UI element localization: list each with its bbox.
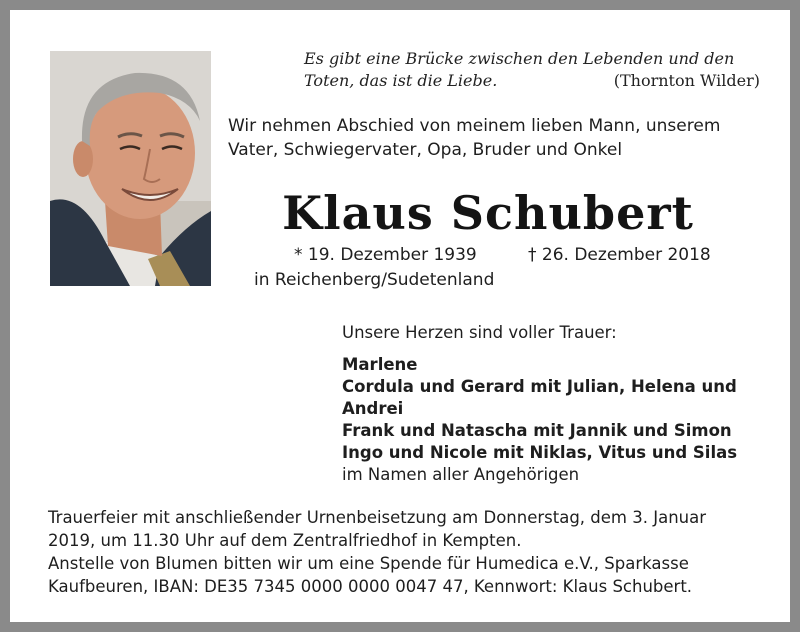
mourner-name: Marlene	[342, 355, 418, 374]
mourner-name: Andrei	[342, 399, 404, 418]
mourner-names	[342, 354, 772, 464]
intro-line-1: Wir nehmen Abschied von meinem lieben Mann, unserem	[228, 116, 721, 136]
mourner-name: Ingo und Nicole mit Niklas, Vitus und Silas	[342, 443, 738, 462]
footer-line-2: 2019, um 11.30 Uhr auf dem Zentralfriedhof in Kempten.	[48, 531, 522, 550]
quote-author: (Thornton Wilder)	[613, 71, 760, 90]
footer-line-4: Kaufbeuren, IBAN: DE35 7345 0000 0000 0047 47, Kennwort: Klaus Schubert.	[48, 577, 693, 596]
footer-line-1: Trauerfeier mit anschließender Urnenbeisetzung am Donnerstag, dem 3. Januar	[48, 508, 707, 527]
mourners-block	[342, 322, 772, 486]
obituary-card	[10, 10, 790, 622]
service-info	[48, 506, 768, 598]
portrait-illustration	[50, 51, 211, 286]
life-dates	[254, 243, 711, 293]
quote	[304, 48, 760, 92]
birth-date: * 19. Dezember 1939	[294, 245, 477, 265]
portrait-photo	[50, 51, 211, 286]
birthplace: in Reichenberg/Sudetenland	[254, 270, 495, 290]
mourners-closing: im Namen aller Angehörigen	[342, 465, 580, 484]
mourner-name: Cordula und Gerard mit Julian, Helena und	[342, 377, 737, 396]
intro-line-2: Vater, Schwiegervater, Opa, Bruder und Onkel	[228, 140, 623, 160]
mourner-name: Frank und Natascha mit Jannik und Simon	[342, 421, 732, 440]
death-date: † 26. Dezember 2018	[528, 245, 711, 265]
deceased-name: Klaus Schubert	[282, 186, 694, 240]
quote-line-1: Es gibt eine Brücke zwischen den Lebenden und den	[304, 49, 735, 68]
footer-line-3: Anstelle von Blumen bitten wir um eine Spende für Humedica e.V., Sparkasse	[48, 554, 689, 573]
farewell-intro	[228, 114, 768, 162]
quote-line-2: Toten, das ist die Liebe.	[304, 71, 498, 90]
mourners-lead: Unsere Herzen sind voller Trauer:	[342, 323, 617, 342]
